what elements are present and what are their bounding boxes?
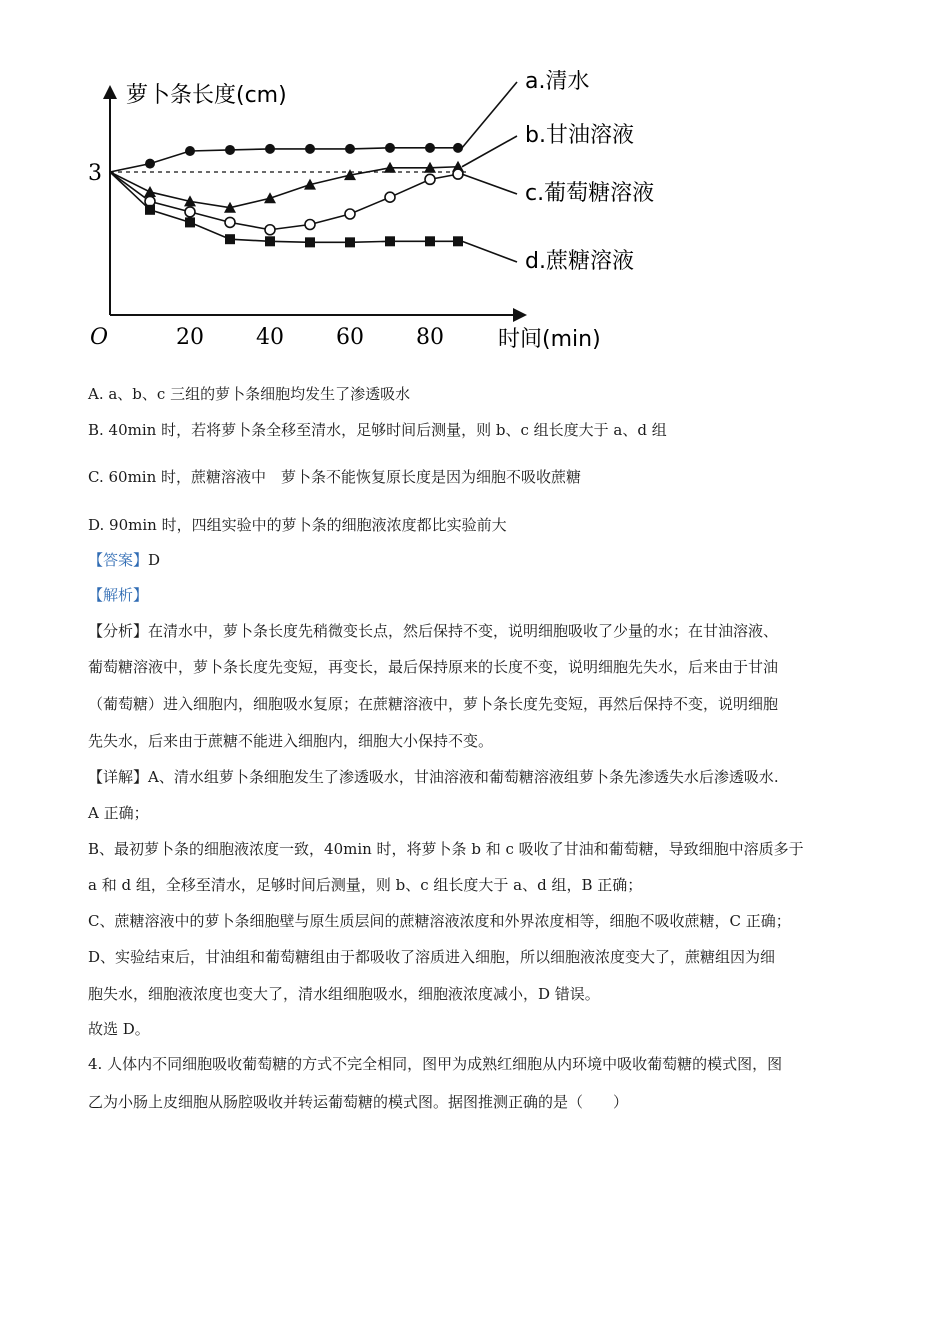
series-line (110, 167, 458, 208)
fenxi-line-4: 先失水，后来由于蔗糖不能进入细胞内，细胞大小保持不变。 (88, 732, 494, 750)
data-point (305, 144, 315, 154)
data-point (225, 217, 235, 227)
xiangjie-line-5: C、蔗糖溶液中的萝卜条细胞壁与原生质层间的蔗糖溶液浓度和外界浓度相等，细胞不吸收蔗糖，C 正确； (88, 912, 791, 930)
data-point (453, 143, 463, 153)
option-d: D. 90min 时，四组实验中的萝卜条的细胞液浓度都比实验前大 (88, 516, 507, 534)
x-tick-label: 60 (336, 325, 364, 350)
y-tick-label: 3 (88, 161, 102, 186)
q4-line-1: 4. 人体内不同细胞吸收葡萄糖的方式不完全相同，图甲为成熟红细胞从内环境中吸收葡萄糖的模式图，图 (88, 1055, 783, 1073)
x-axis-label: 时间(min) (498, 327, 601, 352)
series-line (110, 172, 458, 230)
legend-label: b.甘油溶液 (525, 123, 634, 148)
option-a: A. a、b、c 三组的萝卜条细胞均发生了渗透吸水 (88, 385, 411, 403)
option-c: C. 60min 时，蔗糖溶液中 萝卜条不能恢复原长度是因为细胞不吸收蔗糖 (88, 468, 582, 486)
fenxi-line-1 (88, 620, 778, 642)
xiangjie-text-1: A、清水组萝卜条细胞发生了渗透吸水，甘油溶液和葡萄糖溶液组萝卜条先渗透失水后渗透吸水. (148, 768, 779, 786)
data-point (265, 144, 275, 154)
xiangjie-line-1 (88, 766, 779, 788)
fenxi-text-1: 在清水中，萝卜条长度先稍微变长点，然后保持不变，说明细胞吸收了少量的水；在甘油溶液、 (148, 622, 779, 640)
xiangjie-line-3: B、最初萝卜条的细胞液浓度一致，40min 时，将萝卜条 b 和 c 吸收了甘油和葡萄糖，导致细胞中溶质多于 (88, 840, 804, 858)
chart-svg (80, 70, 700, 360)
x-tick-labels (176, 325, 444, 350)
data-point (385, 192, 395, 202)
fenxi-tag: 【分析】 (88, 622, 149, 640)
fenxi-line-2: 葡萄糖溶液中，萝卜条长度先变短，再变长，最后保持原来的长度不变，说明细胞先失水，后来由于甘油 (88, 658, 779, 676)
legend-layer (462, 70, 654, 274)
answer-tag: 【答案】 (88, 551, 149, 569)
x-tick-label: 40 (256, 325, 284, 350)
xiangjie-line-4: a 和 d 组，全移至清水，足够时间后测量，则 b、c 组长度大于 a、d 组，B 正确； (88, 876, 643, 894)
data-point (265, 225, 275, 235)
data-point (225, 234, 235, 244)
data-point (225, 145, 235, 155)
data-point (385, 236, 395, 246)
series-2 (110, 169, 463, 235)
data-point (145, 159, 155, 169)
data-point (453, 236, 463, 246)
data-point (264, 192, 276, 203)
xiangjie-tag: 【详解】 (88, 768, 149, 786)
data-point (265, 236, 275, 246)
data-point (305, 237, 315, 247)
y-axis-label: 萝卜条长度(cm) (126, 83, 287, 108)
data-point (185, 217, 195, 227)
data-point (305, 220, 315, 230)
data-point (425, 236, 435, 246)
data-point (345, 209, 355, 219)
legend-label: a.清水 (525, 70, 590, 94)
series-3 (110, 172, 463, 247)
xiangjie-line-2: A 正确； (88, 804, 149, 822)
analysis-tag: 【解析】 (88, 586, 149, 604)
data-point (185, 146, 195, 156)
data-point (425, 174, 435, 184)
legend-label: d.蔗糖溶液 (525, 249, 634, 274)
length-time-chart (80, 70, 700, 360)
legend-leader (462, 174, 517, 194)
xiangjie-line-6: D、实验结束后，甘油组和葡萄糖组由于都吸收了溶质进入细胞，所以细胞液浓度变大了，蔗糖组因为细 (88, 948, 776, 966)
data-point (425, 143, 435, 153)
fenxi-line-3: （葡萄糖）进入细胞内，细胞吸水复原；在蔗糖溶液中，萝卜条长度先变短，再然后保持不变，说明细胞 (88, 695, 779, 713)
legend-leader (462, 241, 517, 262)
y-tick-labels (88, 161, 102, 186)
origin-label: O (90, 325, 109, 350)
legend-leader (462, 82, 517, 148)
x-tick-label: 80 (416, 325, 444, 350)
legend-leader (462, 136, 517, 167)
analysis-heading (88, 584, 148, 606)
data-point (144, 186, 156, 197)
q4-line-2: 乙为小肠上皮细胞从肠腔吸收并转运葡萄糖的模式图。据图推测正确的是（ ） (88, 1093, 629, 1111)
data-point (385, 143, 395, 153)
answer-line (88, 549, 160, 571)
series-layer (110, 143, 464, 248)
xiangjie-line-7: 胞失水，细胞液浓度也变大了，清水组细胞吸水，细胞液浓度减小，D 错误。 (88, 985, 600, 1003)
xiangjie-line-8: 故选 D。 (88, 1020, 150, 1038)
option-b: B. 40min 时，若将萝卜条全移至清水，足够时间后测量，则 b、c 组长度大于 a、d 组 (88, 421, 667, 439)
legend-label: c.葡萄糖溶液 (525, 181, 655, 206)
data-point (185, 207, 195, 217)
data-point (145, 205, 155, 215)
x-tick-label: 20 (176, 325, 204, 350)
series-line (110, 172, 458, 242)
answer-value: D (148, 551, 161, 569)
data-point (345, 237, 355, 247)
data-point (345, 144, 355, 154)
data-point (453, 169, 463, 179)
